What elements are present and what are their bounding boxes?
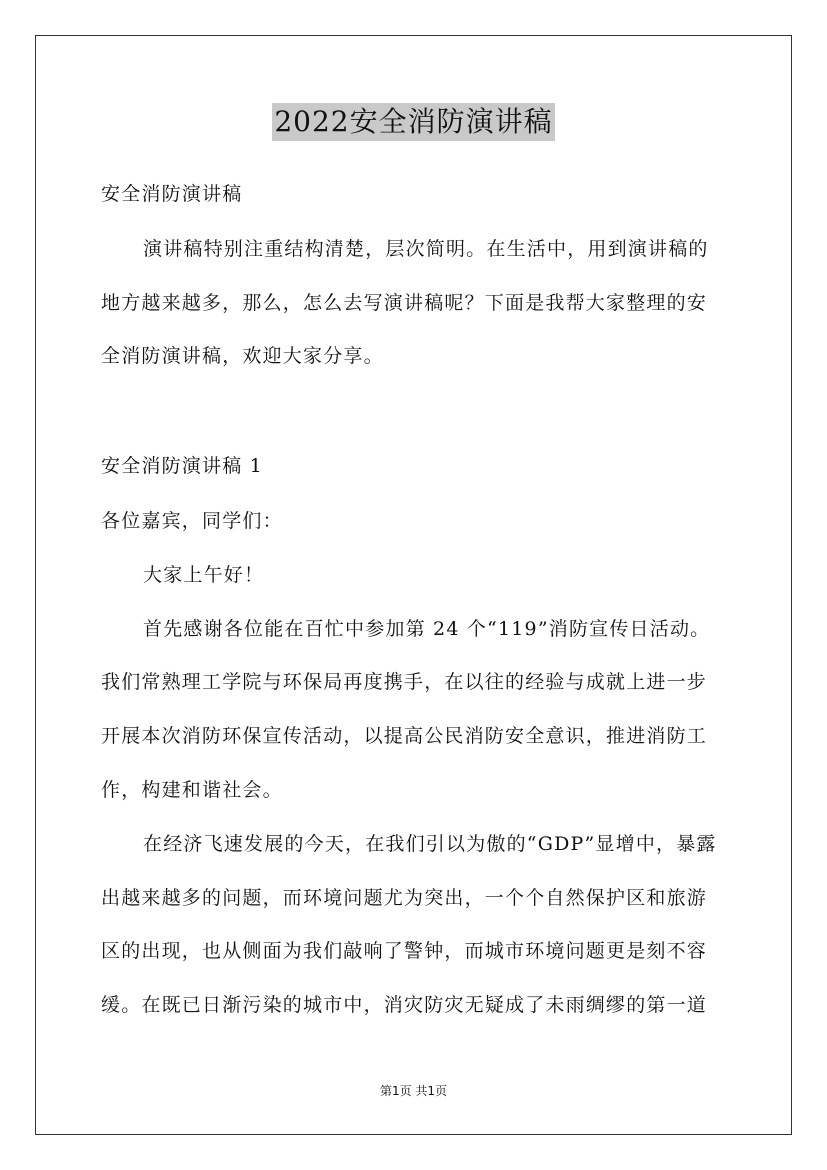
para1-line: 首先感谢各位能在百忙中参加第 24 个“119”消防宣传日活动。 [143,618,711,640]
section-heading: 安全消防演讲稿 1 [101,455,263,477]
intro-line: 地方越来越多，那么，怎么去写演讲稿呢？下面是我帮大家整理的安 [101,292,708,314]
para1-line: 开展本次消防环保宣传活动，以提高公民消防安全意识，推进消防工 [101,725,708,747]
para2-line: 在经济飞速发展的今天，在我们引以为傲的“GDP”显增中，暴露 [143,833,717,855]
para2-line: 区的出现，也从侧面为我们敲响了警钟，而城市环境问题更是刻不容 [101,940,708,962]
para2-line: 出越来越多的问题，而环境问题尤为突出，一个个自然保护区和旅游 [101,887,708,909]
para2-line: 缓。在既已日渐污染的城市中，消灾防灾无疑成了未雨绸缪的第一道 [101,994,708,1016]
salutation: 各位嘉宾，同学们： [101,510,283,532]
intro-line: 全消防演讲稿，欢迎大家分享。 [101,345,384,367]
page-number: 第1页 共1页 [379,1084,448,1098]
para1-line: 我们常熟理工学院与环保局再度携手，在以往的经验与成就上进一步 [101,671,708,693]
para1-line: 作，构建和谐社会。 [101,779,283,801]
title-container [0,103,827,141]
document-subtitle: 安全消防演讲稿 [101,183,243,205]
intro-line: 演讲稿特别注重结构清楚，层次简明。在生活中，用到演讲稿的 [143,238,709,260]
greeting: 大家上午好！ [143,564,265,586]
document-title: 2022安全消防演讲稿 [272,103,554,141]
